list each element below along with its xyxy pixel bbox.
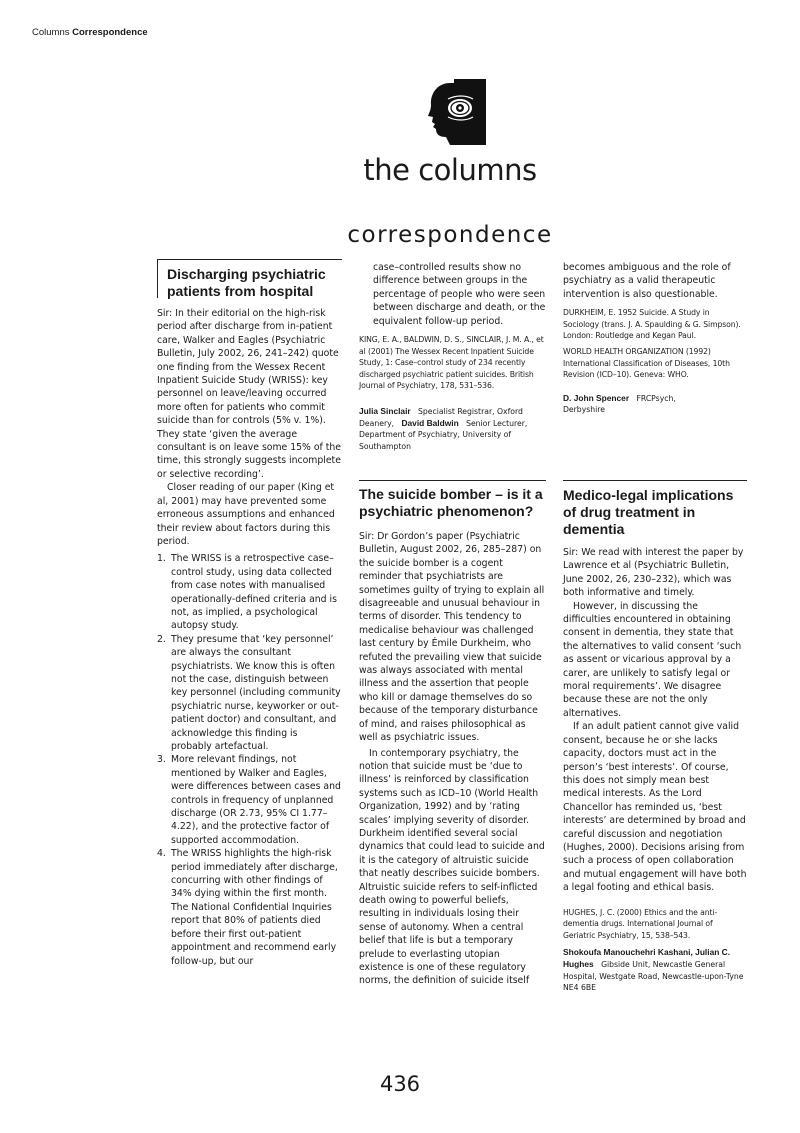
article1-paragraph: Sir: In their editorial on the high-risk period after discharge from in-patient care, Walker and Eagles (Psychiatric Bulletin, July 2002, 26, 241–242) quote one finding from the Wessex Recent Inpatient Suicide Study (WRISS): key personnel on leave/leaving occurred more often for patients who commit suicide than for controls (5% v. 1%). They state ‘given the average consultant is on leave some 15% of the time, this strongly suggests incomplete or selective recording’.: [157, 308, 341, 480]
author-affiliation: Gibside Unit, Newcastle General Hospital, Westgate Road, Newcastle-upon-Tyne NE4 6BE: [563, 959, 744, 993]
list-number: 1.: [157, 553, 166, 565]
running-head-section: Columns: [32, 27, 70, 38]
article1-paragraph: Closer reading of our paper (King et al, 2001) may have prevented some erroneous assumptions and enhanced their review about factors during this period.: [157, 482, 335, 547]
page-number: 436: [379, 1072, 421, 1096]
columns-head-logo-icon: [428, 79, 486, 145]
article1-references: [359, 334, 546, 392]
article1-body: [157, 307, 341, 968]
article1-heading-box: [157, 259, 342, 298]
article1-signature: [359, 406, 546, 452]
article1-list: [157, 552, 341, 968]
article1-heading: Discharging psychiatric patients from hospital: [167, 266, 326, 299]
list-text: They presume that ‘key personnel’ are always the consultant psychiatrists. We know this is often not the case, distinguish between key personnel (including community psychiatric nurse, keyworker or out-patient doctor) and consultant, and acknowledge this finding is probably artefactual.: [171, 633, 341, 752]
author-role: Senior Lecturer, Department of Psychiatry, University of Southampton: [359, 418, 528, 451]
reference: WORLD HEALTH ORGANIZATION (1992) International Classification of Diseases, 10th Revision (ICD–10). Geneva: WHO.: [563, 347, 730, 380]
article3-heading: Medico-legal implications of drug treatment in dementia: [563, 487, 734, 537]
article2-continuation-block: [563, 261, 747, 416]
article2-signature: [563, 393, 683, 416]
author-role: FRCPsych, Derbyshire: [563, 393, 676, 415]
list-text: The WRISS highlights the high-risk period immediately after discharge, concurring with other findings of 34% dying within the first month. The National Confidential Inquiries report that 80% of patients died before their first out-patient appointment and recommend early follow-up, but our: [171, 848, 338, 967]
author-names: Shokoufa Manouchehri Kashani, Julian C. Hughes: [563, 947, 731, 969]
list-text: The WRISS is a retrospective case–control study, using data collected from case notes with manualised operationally-defined criteria and is not, as implied, a psychological autopsy study.: [171, 553, 337, 632]
article3-paragraph: Sir: We read with interest the paper by Lawrence et al (Psychiatric Bulletin, June 2002, 26, 230–232), which was both informative and timely.: [563, 547, 744, 599]
running-head: [32, 27, 148, 38]
article2-continuation: becomes ambiguous and the role of psychiatry as a valid therapeutic intervention is also questionable.: [563, 262, 731, 300]
article3-signature: [563, 947, 747, 993]
list-item: [157, 552, 341, 632]
article2-rule: [359, 480, 546, 481]
article2-heading: The suicide bomber – is it a psychiatric phenomenon?: [359, 486, 543, 519]
article1-continuation: case–controlled results show no difference between groups in the percentage of people who were seen between discharge and death, or the equivalent follow-up period.: [373, 262, 546, 327]
article3-rule: [563, 480, 747, 481]
section-title: correspondence: [347, 222, 553, 248]
author-role: Specialist Registrar, Oxford Deanery,: [359, 407, 523, 428]
article2-paragraph: In contemporary psychiatry, the notion that suicide must be ‘due to illness’ is reinforced by classification systems such as ICD–10 (World Health Organization, 1992) and by ‘rating scales’ implying severity of disorder. Durkheim identified several social dynamics that could lead to suicide and it is the category of altruistic suicide that neatly describes suicide bombers. Altruistic suicide refers to self-inflicted death owing to powerful beliefs, resulting in individuals losing their sense of autonomy. When a central belief that life is but a temporary prelude to everlasting utopian existence is one of these regulatory norms, the definition of suicide itself: [359, 747, 545, 987]
masthead-title: the columns: [363, 153, 537, 187]
list-item: [157, 753, 341, 847]
article3-paragraph: If an adult patient cannot give valid consent, because he or she lacks capacity, doctors must act in the person’s ‘best interests’. Of course, this does not simply mean best medical interests. As the Lord Chancellor has reminded us, ‘best interests’ are determined by broad and careful discussion and negotiation (Hughes, 2000). Decisions arising from such a process of open collaboration and mutual engagement will have both a legal footing and ethical basis.: [563, 721, 747, 894]
list-text: More relevant findings, not mentioned by Walker and Eagles, were differences between cases and controls in frequency of unplanned discharge (OR 2.73, 95% CI 1.77–4.22), and the protective factor of supported accommodation.: [171, 754, 341, 846]
reference: DURKHEIM, E. 1952 Suicide. A Study in Sociology (trans. J. A. Spaulding & G. Simpson). London: Routledge and Kegan Paul.: [563, 308, 741, 341]
list-number: 4.: [157, 848, 166, 860]
article3-body: [563, 487, 747, 994]
article3-references: [563, 907, 747, 942]
reference: KING, E. A., BALDWIN, D. S., SINCLAIR, J. M. A., et al (2001) The Wessex Recent Inpatient Suicide Study, 1: Case–control study of 234 recently discharged psychiatric patient suicides. British Journal of Psychiatry, 178, 531–536.: [359, 335, 544, 391]
list-item: [157, 847, 341, 968]
article2-paragraph: Sir: Dr Gordon’s paper (Psychiatric Bulletin, August 2002, 26, 285–287) on the suicide bomber is a cogent reminder that psychiatrists are sometimes guilty of trying to explain all disagreeable and unusual behaviour in terms of disorder. This tendency to medicalise behaviour was challenged last century by Émile Durkheim, who refuted the prevailing view that suicide was always associated with mental illness and the assertion that people who kill or damage themselves do so because of the temporary disturbance of mind, and raises philosophical as well as psychiatric issues.: [359, 531, 545, 744]
author-name: David Baldwin: [401, 417, 459, 428]
reference: HUGHES, J. C. (2000) Ethics and the anti-dementia drugs. International Journal of Geriatric Psychiatry, 15, 538–543.: [563, 907, 718, 940]
list-number: 3.: [157, 754, 166, 766]
author-name: Julia Sinclair: [359, 406, 411, 416]
article1-continuation-block: [359, 261, 546, 452]
article2-body: [359, 486, 546, 988]
article3-paragraph: However, in discussing the difficulties encountered in obtaining consent in dementia, they state that the alternatives to valid consent ‘such as assent or vicarious approval by a carer, are unlikely to satisfy legal or moral requirements’. We disagree because these are not the only alternatives.: [563, 600, 742, 719]
author-name: D. John Spencer: [563, 392, 630, 403]
article2-references: [563, 307, 747, 381]
list-item: [157, 633, 341, 754]
list-number: 2.: [157, 633, 166, 645]
running-head-label: Correspondence: [72, 27, 148, 38]
